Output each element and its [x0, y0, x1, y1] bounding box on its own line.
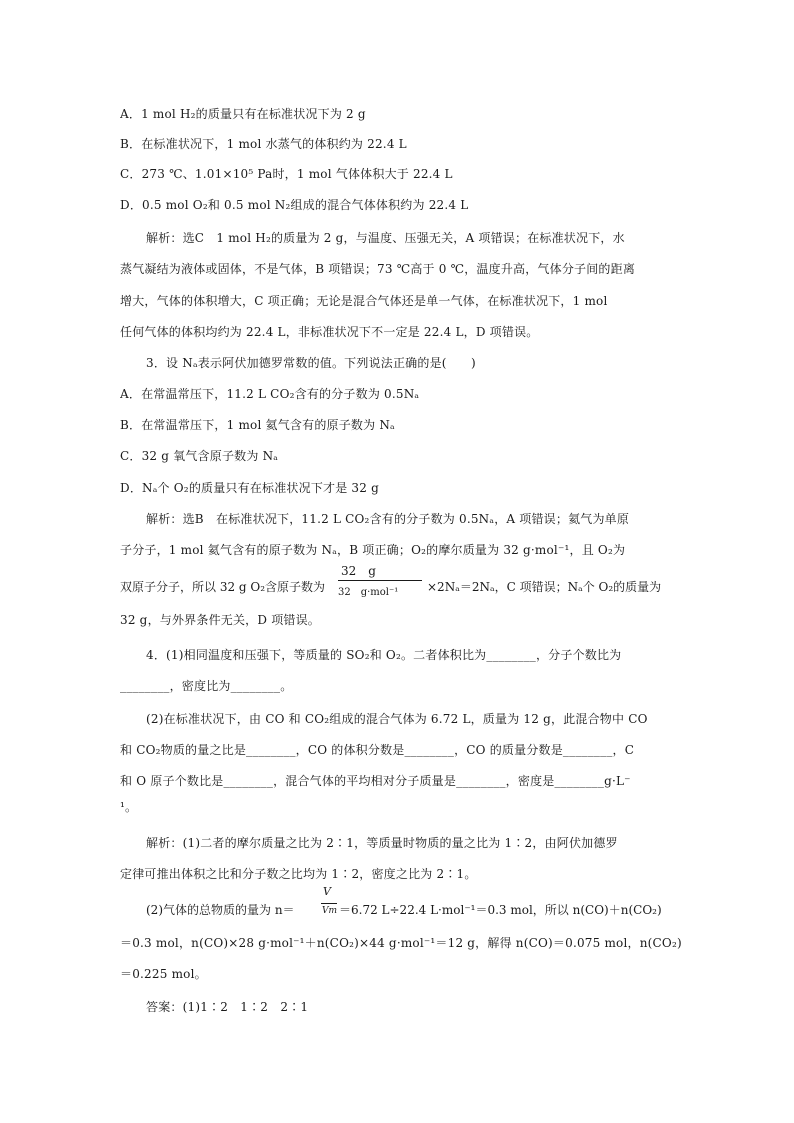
q4-fraction-line: [120, 885, 690, 925]
q4-part2-line: 和 O 原子个数比是________，混合气体的平均相对分子质量是________，密度是________g·L⁻: [120, 774, 631, 788]
q4-analysis2-line: ＝0.3 mol，n(CO)×28 g·mol⁻¹＋n(CO₂)×44 g·mol⁻¹＝12 g，解得 n(CO)＝0.075 mol，n(CO₂): [120, 936, 682, 950]
q4-part1-line: ________，密度比为________。: [120, 679, 293, 693]
q2-option-c: C．273 ℃、1.01×10⁵ Pa时，1 mol 气体体积大于 22.4 L: [120, 167, 453, 181]
fraction-denominator: 32 g·mol⁻¹: [338, 587, 399, 598]
q2-analysis-line: 解析：选C 1 mol H₂的质量为 2 g，与温度、压强无关，A 项错误；在标准状况下，水: [146, 231, 625, 245]
q3-option-c: C．32 g 氧气含原子数为 Nₐ: [120, 449, 279, 463]
q2-option-d: D．0.5 mol O₂和 0.5 mol N₂组成的混合气体体积约为 22.4 L: [120, 198, 469, 212]
q3-analysis-end: 32 g，与外界条件无关，D 项错误。: [120, 613, 321, 627]
fraction-numerator: V: [323, 885, 331, 898]
q4-part2-line: ¹。: [120, 800, 138, 814]
q4-part2-line: 和 CO₂物质的量之比是________，CO 的体积分数是________，CO 的质量分数是________，C: [120, 743, 635, 757]
fraction-numerator: 32 g: [341, 564, 376, 578]
q3-analysis-line: 子分子，1 mol 氦气含有的原子数为 Nₐ，B 项正确；O₂的摩尔质量为 32 g·mol⁻¹，且 O₂为: [120, 543, 626, 557]
fraction-denominator: Vm: [322, 906, 338, 916]
q4-analysis1-line: 解析：(1)二者的摩尔质量之比为 2∶1，等质量时物质的量之比为 1∶2，由阿伏加德罗: [146, 836, 618, 850]
q3-fraction-line: [120, 562, 690, 598]
fraction-bar: [338, 580, 422, 581]
q4-analysis2-line: ＝0.225 mol。: [120, 967, 207, 981]
q4-analysis1-line: 定律可推出体积之比和分子数之比均为 1∶2，密度之比为 2∶1。: [120, 867, 477, 881]
fraction-line-prefix: 双原子分子，所以 32 g O₂含原子数为: [120, 580, 326, 594]
fraction-line-suffix: ＝6.72 L÷22.4 L·mol⁻¹＝0.3 mol，所以 n(CO)＋n(CO₂): [339, 903, 662, 917]
q2-analysis-line: 增大，气体的体积增大，C 项正确；无论是混合气体还是单一气体，在标准状况下，1 mol: [120, 294, 608, 308]
q2-analysis-line: 任何气体的体积均约为 22.4 L，非标准状况下不一定是 22.4 L，D 项错误。: [120, 325, 539, 339]
fraction-line-prefix: (2)气体的总物质的量为 n＝: [146, 903, 295, 917]
q4-part1-line: 4．(1)相同温度和压强下，等质量的 SO₂和 O₂。二者体积比为________，分子个数比为: [146, 648, 622, 662]
fraction-line-suffix: ×2Nₐ＝2Nₐ，C 项错误；Nₐ个 O₂的质量为: [427, 580, 662, 594]
q3-analysis-line: 解析：选B 在标准状况下，11.2 L CO₂含有的分子数为 0.5Nₐ，A 项错误；氦气为单原: [146, 512, 630, 526]
q4-answer: 答案：(1)1∶2 1∶2 2∶1: [146, 1000, 309, 1014]
q2-option-a: A．1 mol H₂的质量只有在标准状况下为 2 g: [120, 107, 366, 121]
q3-option-b: B．在常温常压下，1 mol 氦气含有的原子数为 Nₐ: [120, 418, 395, 432]
q4-part2-line: (2)在标准状况下，由 CO 和 CO₂组成的混合气体为 6.72 L，质量为 12 g，此混合物中 CO: [146, 712, 648, 726]
q3-stem: 3．设 Nₐ表示阿伏加德罗常数的值。下列说法正确的是( ): [146, 356, 476, 370]
q3-option-d: D．Nₐ个 O₂的质量只有在标准状况下才是 32 g: [120, 481, 379, 495]
q2-analysis-line: 蒸气凝结为液体或固体，不是气体，B 项错误；73 ℃高于 0 ℃，温度升高，气体分子间的距离: [120, 262, 636, 276]
q3-option-a: A．在常温常压下，11.2 L CO₂含有的分子数为 0.5Nₐ: [120, 387, 420, 401]
fraction-bar: [321, 903, 337, 904]
q2-option-b: B．在标准状况下，1 mol 水蒸气的体积约为 22.4 L: [120, 137, 407, 151]
